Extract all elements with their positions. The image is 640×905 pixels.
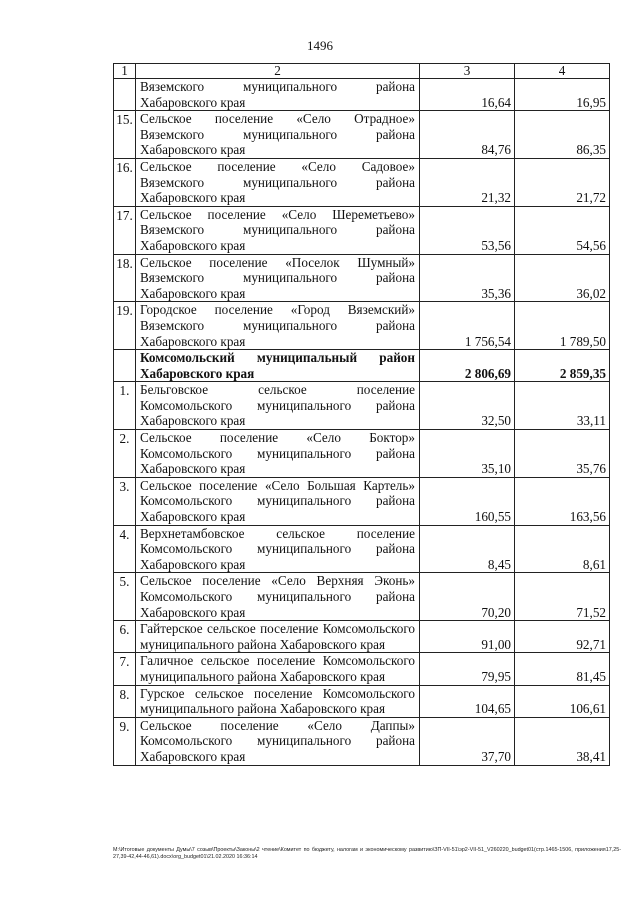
row-value-col3: 70,20 — [420, 573, 515, 621]
row-name: Гайтерское сельское поселение Комсомольского муниципального района Хабаровского края — [136, 621, 420, 653]
row-number: 19. — [114, 302, 136, 350]
table-row — [114, 477, 610, 525]
row-number: 18. — [114, 254, 136, 302]
table-row — [114, 254, 610, 302]
row-value-col3: 104,65 — [420, 685, 515, 717]
table-header-row — [114, 64, 610, 79]
table-row — [114, 302, 610, 350]
row-name: Сельское поселение «Село Даппы» Комсомольского муниципального района Хабаровского края — [136, 717, 420, 765]
row-number — [114, 350, 136, 382]
row-number: 15. — [114, 111, 136, 159]
row-number: 1. — [114, 382, 136, 430]
row-value-col4: 38,41 — [515, 717, 610, 765]
page-number: 1496 — [307, 38, 333, 53]
header-col-2: 2 — [136, 64, 420, 79]
row-name: Сельское поселение «Село Шереметьево» Вяземского муниципального района Хабаровского края — [136, 206, 420, 254]
table-row — [114, 430, 610, 478]
row-name: Сельское поселение «Село Боктор» Комсомольского муниципального района Хабаровского края — [136, 430, 420, 478]
row-number: 4. — [114, 525, 136, 573]
row-value-col3: 79,95 — [420, 653, 515, 685]
row-number: 2. — [114, 430, 136, 478]
row-name: Сельское поселение «Село Садовое» Вяземского муниципального района Хабаровского края — [136, 158, 420, 206]
row-name: Сельское поселение «Село Большая Картель» Комсомольского муниципального района Хабаровского края — [136, 477, 420, 525]
row-number: 17. — [114, 206, 136, 254]
row-name: Галичное сельское поселение Комсомольского муниципального района Хабаровского края — [136, 653, 420, 685]
row-value-col4: 8,61 — [515, 525, 610, 573]
row-value-col4: 21,72 — [515, 158, 610, 206]
row-value-col4: 106,61 — [515, 685, 610, 717]
row-value-col4: 1 789,50 — [515, 302, 610, 350]
header-col-4: 4 — [515, 64, 610, 79]
table-row — [114, 573, 610, 621]
table-row — [114, 653, 610, 685]
row-value-col3: 32,50 — [420, 382, 515, 430]
row-value-col4: 2 859,35 — [515, 350, 610, 382]
row-number: 16. — [114, 158, 136, 206]
table-row — [114, 382, 610, 430]
row-name: Сельское поселение «Село Верхняя Эконь» Комсомольского муниципального района Хабаровского края — [136, 573, 420, 621]
table-row — [114, 111, 610, 159]
budget-table — [113, 63, 610, 766]
row-name: Вяземского муниципального района Хабаровского края — [136, 79, 420, 111]
row-value-col3: 160,55 — [420, 477, 515, 525]
row-name: Сельское поселение «Поселок Шумный» Вяземского муниципального района Хабаровского края — [136, 254, 420, 302]
row-value-col3: 91,00 — [420, 621, 515, 653]
row-value-col4: 16,95 — [515, 79, 610, 111]
table-row-subtotal — [114, 350, 610, 382]
row-value-col3: 8,45 — [420, 525, 515, 573]
row-name: Комсомольский муниципальный район Хабаровского края — [136, 350, 420, 382]
row-value-col4: 86,35 — [515, 111, 610, 159]
row-number — [114, 79, 136, 111]
row-value-col4: 36,02 — [515, 254, 610, 302]
row-value-col4: 35,76 — [515, 430, 610, 478]
row-value-col3: 37,70 — [420, 717, 515, 765]
table-row — [114, 79, 610, 111]
row-value-col4: 92,71 — [515, 621, 610, 653]
row-number: 5. — [114, 573, 136, 621]
row-name: Сельское поселение «Село Отрадное» Вяземского муниципального района Хабаровского края — [136, 111, 420, 159]
row-value-col3: 35,10 — [420, 430, 515, 478]
table-row — [114, 158, 610, 206]
row-value-col3: 16,64 — [420, 79, 515, 111]
row-number: 8. — [114, 685, 136, 717]
row-name: Бельговское сельское поселение Комсомольского муниципального района Хабаровского края — [136, 382, 420, 430]
table-body — [114, 79, 610, 766]
row-value-col4: 163,56 — [515, 477, 610, 525]
row-value-col4: 81,45 — [515, 653, 610, 685]
table-row — [114, 206, 610, 254]
table-row — [114, 621, 610, 653]
row-number: 7. — [114, 653, 136, 685]
row-value-col4: 71,52 — [515, 573, 610, 621]
table-row — [114, 717, 610, 765]
table-row — [114, 685, 610, 717]
row-name: Гурское сельское поселение Комсомольского муниципального района Хабаровского края — [136, 685, 420, 717]
header-col-1: 1 — [114, 64, 136, 79]
row-value-col3: 84,76 — [420, 111, 515, 159]
row-value-col4: 54,56 — [515, 206, 610, 254]
row-number: 6. — [114, 621, 136, 653]
row-number: 9. — [114, 717, 136, 765]
row-value-col3: 2 806,69 — [420, 350, 515, 382]
footer-file-path: M:\Итоговые документы Думы\7 созыв\Проекты\Законы\2 чтение\Комитет по бюджету, налогам и экономическому развитию\ЗП-VII-51\эр2-VII-51_V260220_budget01(стр.1465-1506, приложения17,25-27,39-42,44-46,61).docx\org_budget01\21.02.2020 16:36:14 — [113, 847, 621, 861]
table-row — [114, 525, 610, 573]
row-value-col3: 21,32 — [420, 158, 515, 206]
row-name: Городское поселение «Город Вяземский» Вяземского муниципального района Хабаровского края — [136, 302, 420, 350]
row-value-col3: 1 756,54 — [420, 302, 515, 350]
row-value-col3: 53,56 — [420, 206, 515, 254]
header-col-3: 3 — [420, 64, 515, 79]
row-value-col3: 35,36 — [420, 254, 515, 302]
row-number: 3. — [114, 477, 136, 525]
row-value-col4: 33,11 — [515, 382, 610, 430]
row-name: Верхнетамбовское сельское поселение Комсомольского муниципального района Хабаровского края — [136, 525, 420, 573]
